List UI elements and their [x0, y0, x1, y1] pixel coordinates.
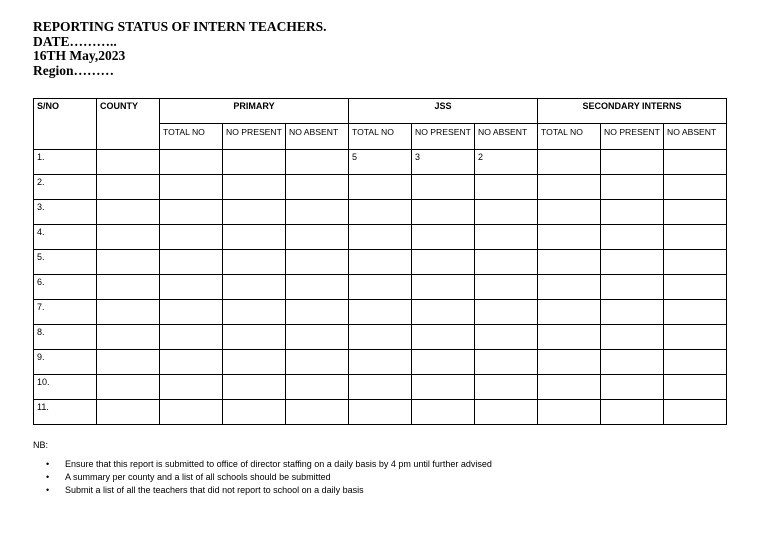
data-cell[interactable]	[538, 275, 601, 300]
data-cell[interactable]	[160, 350, 223, 375]
county-cell[interactable]	[97, 175, 160, 200]
data-cell[interactable]	[349, 325, 412, 350]
report-header	[33, 20, 326, 78]
county-cell[interactable]	[97, 350, 160, 375]
bullet-icon: •	[46, 472, 50, 482]
data-cell[interactable]	[160, 225, 223, 250]
data-cell[interactable]	[664, 275, 727, 300]
subheader-jss-present: NO PRESENT	[412, 124, 475, 150]
data-cell[interactable]	[601, 150, 664, 175]
data-cell[interactable]	[664, 375, 727, 400]
sno-cell: 6.	[34, 275, 97, 300]
data-cell[interactable]	[475, 175, 538, 200]
note-text: Ensure that this report is submitted to office of director staffing on a daily basis by 4 pm until further advised	[65, 459, 492, 469]
data-cell[interactable]	[412, 175, 475, 200]
data-cell[interactable]	[664, 150, 727, 175]
data-cell[interactable]	[601, 200, 664, 225]
data-cell[interactable]	[223, 225, 286, 250]
data-cell[interactable]	[475, 200, 538, 225]
data-cell[interactable]	[601, 250, 664, 275]
table-row	[34, 150, 727, 175]
data-cell[interactable]	[349, 200, 412, 225]
table-header-row	[34, 99, 727, 124]
data-cell[interactable]	[286, 375, 349, 400]
table-row	[34, 325, 727, 350]
data-cell[interactable]	[412, 400, 475, 425]
date-line: DATE………..	[33, 33, 117, 49]
notes-label: NB:	[33, 440, 49, 450]
county-cell[interactable]	[97, 300, 160, 325]
data-cell[interactable]	[286, 325, 349, 350]
header-primary: PRIMARY	[160, 99, 349, 124]
table-row	[34, 300, 727, 325]
data-cell[interactable]	[412, 350, 475, 375]
data-cell[interactable]	[286, 175, 349, 200]
bullet-icon: •	[46, 459, 50, 469]
note-text: A summary per county and a list of all schools should be submitted	[65, 472, 331, 482]
data-cell[interactable]	[412, 225, 475, 250]
report-title: REPORTING STATUS OF INTERN TEACHERS.	[33, 19, 327, 34]
data-cell[interactable]	[160, 300, 223, 325]
data-cell[interactable]	[223, 325, 286, 350]
data-cell[interactable]	[412, 250, 475, 275]
sno-cell: 8.	[34, 325, 97, 350]
data-cell[interactable]	[223, 250, 286, 275]
table-row	[34, 350, 727, 375]
data-cell[interactable]	[475, 250, 538, 275]
sno-cell: 3.	[34, 200, 97, 225]
table-row	[34, 175, 727, 200]
note-item	[33, 471, 492, 484]
table-row	[34, 250, 727, 275]
data-cell[interactable]	[538, 350, 601, 375]
data-cell[interactable]	[160, 175, 223, 200]
data-cell[interactable]	[475, 325, 538, 350]
data-cell[interactable]	[664, 225, 727, 250]
data-cell[interactable]	[286, 400, 349, 425]
data-cell[interactable]	[538, 250, 601, 275]
data-cell[interactable]	[286, 350, 349, 375]
county-cell[interactable]	[97, 150, 160, 175]
data-cell[interactable]	[223, 200, 286, 225]
data-cell[interactable]	[160, 325, 223, 350]
subheader-secondary-present: NO PRESENT	[601, 124, 664, 150]
data-cell[interactable]	[475, 400, 538, 425]
subheader-primary-present: NO PRESENT	[223, 124, 286, 150]
header-secondary-interns: SECONDARY INTERNS	[538, 99, 727, 124]
data-cell[interactable]	[286, 225, 349, 250]
note-item	[33, 484, 492, 497]
table-row	[34, 225, 727, 250]
county-cell[interactable]	[97, 325, 160, 350]
data-cell[interactable]	[349, 300, 412, 325]
data-cell[interactable]	[223, 175, 286, 200]
sno-cell: 5.	[34, 250, 97, 275]
county-cell[interactable]	[97, 225, 160, 250]
data-cell[interactable]	[664, 350, 727, 375]
subheader-jss-total: TOTAL NO	[349, 124, 412, 150]
data-cell[interactable]	[475, 225, 538, 250]
data-cell[interactable]	[601, 350, 664, 375]
data-cell[interactable]	[286, 300, 349, 325]
data-cell[interactable]	[412, 325, 475, 350]
table-body	[34, 150, 727, 425]
data-cell[interactable]	[538, 400, 601, 425]
data-cell[interactable]	[160, 375, 223, 400]
data-cell[interactable]	[664, 325, 727, 350]
header-jss: JSS	[349, 99, 538, 124]
data-cell[interactable]	[664, 400, 727, 425]
data-cell[interactable]: 5	[349, 150, 412, 175]
data-cell[interactable]	[538, 300, 601, 325]
subheader-jss-absent: NO ABSENT	[475, 124, 538, 150]
data-cell[interactable]	[223, 375, 286, 400]
reporting-status-table	[33, 98, 727, 425]
data-cell[interactable]	[286, 250, 349, 275]
data-cell[interactable]	[412, 300, 475, 325]
data-cell[interactable]	[286, 200, 349, 225]
data-cell[interactable]	[601, 225, 664, 250]
data-cell[interactable]	[664, 200, 727, 225]
data-cell[interactable]	[286, 150, 349, 175]
sno-cell: 2.	[34, 175, 97, 200]
data-cell[interactable]	[223, 350, 286, 375]
header-county: COUNTY	[97, 99, 160, 150]
note-item	[33, 458, 492, 471]
subheader-secondary-total: TOTAL NO	[538, 124, 601, 150]
county-cell[interactable]	[97, 200, 160, 225]
data-cell[interactable]	[475, 375, 538, 400]
data-cell[interactable]	[349, 225, 412, 250]
data-cell[interactable]	[223, 275, 286, 300]
bullet-icon: •	[46, 485, 50, 495]
sno-cell: 4.	[34, 225, 97, 250]
data-cell[interactable]	[349, 350, 412, 375]
sno-cell: 11.	[34, 400, 97, 425]
report-date: 16TH May,2023	[33, 48, 126, 64]
data-cell[interactable]	[160, 400, 223, 425]
subheader-secondary-absent: NO ABSENT	[664, 124, 727, 150]
data-cell[interactable]	[223, 300, 286, 325]
data-cell[interactable]	[160, 200, 223, 225]
data-cell[interactable]	[538, 150, 601, 175]
data-cell[interactable]	[349, 400, 412, 425]
data-cell[interactable]	[601, 375, 664, 400]
sno-cell: 7.	[34, 300, 97, 325]
data-cell[interactable]	[601, 275, 664, 300]
data-cell[interactable]	[349, 275, 412, 300]
data-cell[interactable]	[601, 300, 664, 325]
data-cell[interactable]	[601, 400, 664, 425]
data-cell[interactable]	[160, 150, 223, 175]
data-cell[interactable]	[160, 250, 223, 275]
table-row	[34, 400, 727, 425]
table-row	[34, 200, 727, 225]
data-cell[interactable]	[538, 175, 601, 200]
data-cell[interactable]	[664, 300, 727, 325]
data-cell[interactable]	[664, 250, 727, 275]
county-cell[interactable]	[97, 250, 160, 275]
notes-list	[33, 458, 492, 497]
note-text: Submit a list of all the teachers that did not report to school on a daily basis	[65, 485, 364, 495]
table-row	[34, 375, 727, 400]
data-cell[interactable]	[475, 350, 538, 375]
data-cell[interactable]: 2	[475, 150, 538, 175]
data-cell[interactable]	[412, 275, 475, 300]
data-cell[interactable]	[475, 275, 538, 300]
sno-cell: 10.	[34, 375, 97, 400]
data-cell[interactable]	[475, 300, 538, 325]
data-cell[interactable]	[349, 175, 412, 200]
data-cell[interactable]	[286, 275, 349, 300]
subheader-primary-absent: NO ABSENT	[286, 124, 349, 150]
data-cell[interactable]	[412, 375, 475, 400]
data-cell[interactable]: 3	[412, 150, 475, 175]
data-cell[interactable]	[538, 325, 601, 350]
region-line: Region………	[33, 62, 114, 78]
data-cell[interactable]	[412, 200, 475, 225]
header-sno: S/NO	[34, 99, 97, 150]
data-cell[interactable]	[538, 375, 601, 400]
subheader-primary-total: TOTAL NO	[160, 124, 223, 150]
county-cell[interactable]	[97, 275, 160, 300]
data-cell[interactable]	[223, 400, 286, 425]
data-cell[interactable]	[601, 175, 664, 200]
data-cell[interactable]	[601, 325, 664, 350]
sno-cell: 9.	[34, 350, 97, 375]
sno-cell: 1.	[34, 150, 97, 175]
data-cell[interactable]	[349, 250, 412, 275]
data-cell[interactable]	[223, 150, 286, 175]
data-cell[interactable]	[349, 375, 412, 400]
data-cell[interactable]	[664, 175, 727, 200]
table-row	[34, 275, 727, 300]
data-cell[interactable]	[538, 225, 601, 250]
county-cell[interactable]	[97, 375, 160, 400]
data-cell[interactable]	[160, 275, 223, 300]
data-cell[interactable]	[538, 200, 601, 225]
county-cell[interactable]	[97, 400, 160, 425]
